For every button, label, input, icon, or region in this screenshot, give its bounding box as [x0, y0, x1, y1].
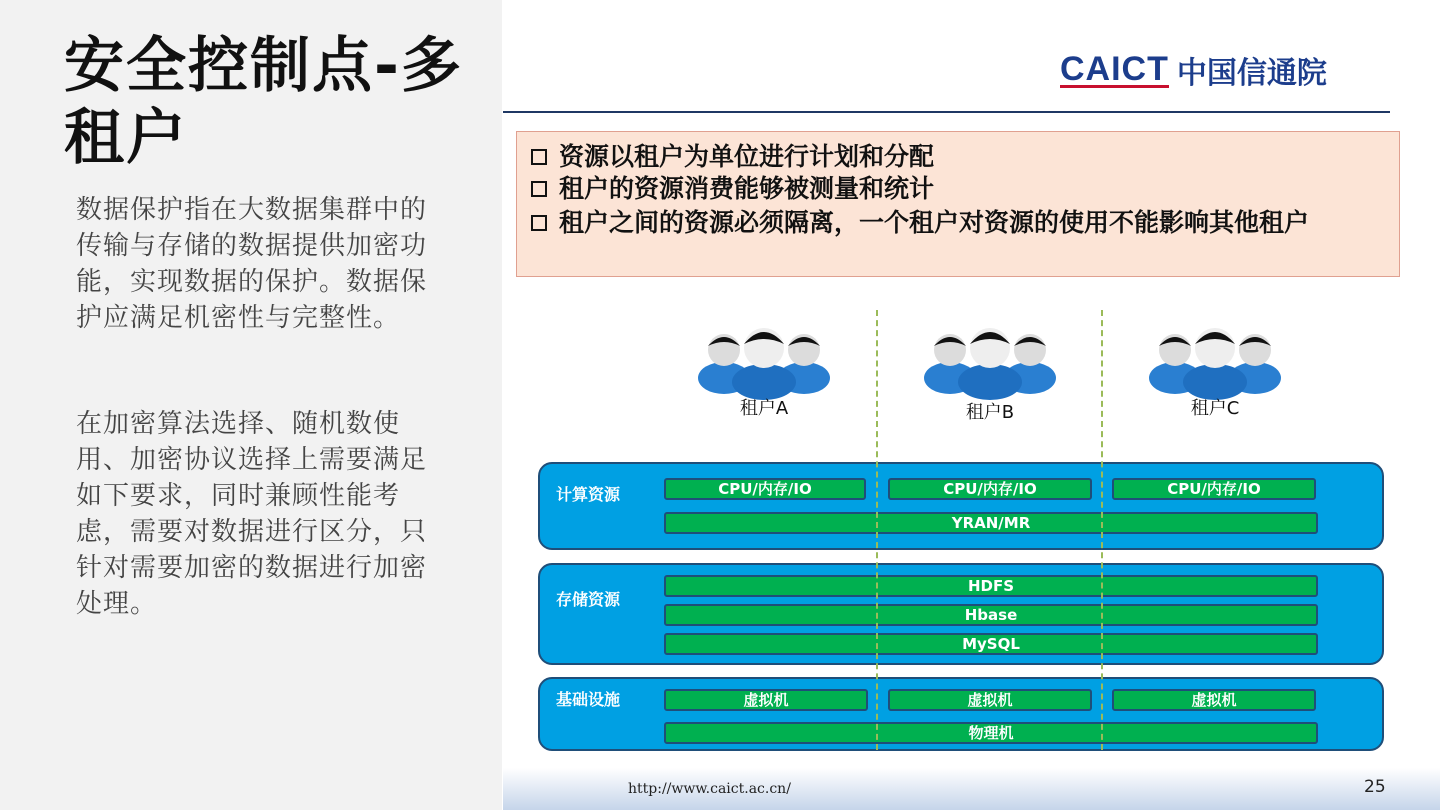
logo-cn: 中国信通院: [1176, 56, 1327, 91]
checkbox-square-icon: [531, 181, 547, 197]
cpu-bar-a: CPU/内存/IO: [664, 478, 866, 500]
tenant-c-label: 租户C: [1190, 398, 1240, 419]
checkbox-square-icon: [531, 149, 547, 165]
header-rule: [503, 111, 1390, 113]
paragraph-encryption: 在加密算法选择、随机数使用、加密协议选择上需要满足如下要求，同时兼顾性能考虑，需要对数据进行区分，只针对需要加密的数据进行加密处理。: [76, 409, 428, 619]
infra-layer: [538, 677, 1384, 751]
physical-bar: 物理机: [664, 722, 1318, 744]
bullet-text: 资源以租户为单位进行计划和分配: [559, 142, 935, 171]
vm-bar-c: 虚拟机: [1112, 689, 1316, 711]
checkbox-square-icon: [531, 215, 547, 231]
hbase-bar: Hbase: [664, 604, 1318, 626]
left-panel: [0, 0, 502, 810]
tenant-divider: [1101, 310, 1103, 750]
slide-title: 安全控制点-多租户: [64, 31, 463, 173]
paragraph-data-protection: 数据保护指在大数据集群中的传输与存储的数据提供加密功能，实现数据的保护。数据保护应满足机密性与完整性。: [76, 195, 428, 333]
cpu-bar-c: CPU/内存/IO: [1112, 478, 1316, 500]
vm-bar-a: 虚拟机: [664, 689, 868, 711]
compute-layer: [538, 462, 1384, 550]
bullet-box: [516, 131, 1400, 277]
bullet-text: 租户之间的资源必须隔离，一个租户对资源的使用不能影响其他租户: [559, 208, 1310, 237]
storage-layer: [538, 563, 1384, 665]
tenant-b-label: 租户B: [965, 402, 1015, 423]
hdfs-bar: HDFS: [664, 575, 1318, 597]
yarn-bar: YRAN/MR: [664, 512, 1318, 534]
compute-label: 计算资源: [556, 485, 621, 504]
infra-label: 基础设施: [556, 690, 621, 709]
tenant-divider: [876, 310, 878, 750]
cpu-bar-b: CPU/内存/IO: [888, 478, 1092, 500]
multi-tenant-diagram: [530, 300, 1400, 760]
bullet-item: [531, 173, 934, 204]
bullet-text: 租户的资源消费能够被测量和统计: [559, 174, 935, 203]
mysql-bar: MySQL: [664, 633, 1318, 655]
footer-url: http://www.caict.ac.cn/: [628, 781, 791, 797]
bullet-item: [531, 141, 934, 172]
storage-label: 存储资源: [556, 590, 621, 609]
vm-bar-b: 虚拟机: [888, 689, 1092, 711]
page-number: 25: [1364, 777, 1386, 797]
logo-en: CAICT: [1060, 49, 1169, 88]
caict-logo: [1060, 50, 1327, 90]
bullet-item: [531, 207, 1381, 238]
tenant-a-label: 租户A: [739, 398, 789, 419]
